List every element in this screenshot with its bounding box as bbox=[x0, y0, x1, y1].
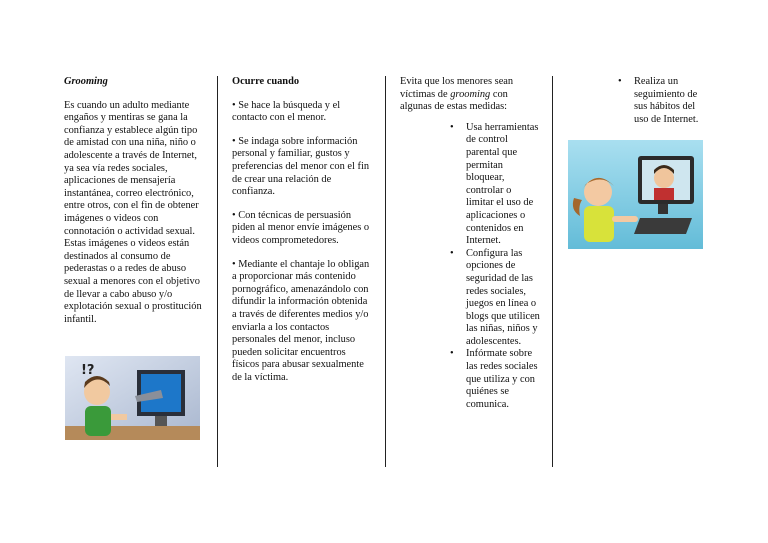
column-grooming bbox=[64, 76, 202, 337]
column-seguimiento bbox=[568, 76, 708, 126]
exclamation-question-icon: !? bbox=[81, 363, 95, 378]
column-medidas bbox=[400, 76, 542, 411]
medidas-intro: Evita que los menores sean víctimas de grooming con algunas de estas medidas: bbox=[400, 76, 514, 113]
girl-computer-illustration bbox=[568, 140, 703, 249]
grooming-emphasis: grooming bbox=[450, 88, 491, 100]
column-ocurre-cuando bbox=[232, 76, 370, 395]
medidas-list bbox=[466, 122, 540, 412]
ocurre-item-2: • Se indaga sobre información personal y familiar, gustos y preferencias del menor con el fin de crear una relación de confianza. bbox=[232, 135, 370, 198]
ocurre-item-4: • Mediante el chantaje lo obligan a proporcionar más contenido pornográfico, amenazándolo con difundir la información obtenida a través de diferentes medios y/o enviarla a los contactos personales del menor, incluso pueden solicitar encuentros físicos para abusar sexualmente de la víctima. bbox=[232, 258, 370, 383]
medida-item-2: • Configura las opciones de seguridad de las redes sociales, juegos en línea o blogs que utilicen las niñas, niños y adolescentes. bbox=[466, 248, 540, 349]
ocurre-item-3: • Con técnicas de persuasión piden al menor envíe imágenes o videos comprometedores. bbox=[232, 209, 370, 246]
column-divider-3 bbox=[552, 76, 553, 467]
ocurre-item-1: • Se hace la búsqueda y el contacto con el menor. bbox=[232, 99, 341, 124]
seguimiento-list bbox=[634, 76, 708, 126]
grooming-title: Grooming bbox=[64, 76, 108, 87]
column-divider-1 bbox=[217, 76, 218, 467]
boy-computer-illustration bbox=[65, 356, 200, 440]
medida-item-3: • Infórmate sobre las redes sociales que utiliza y con quiénes se comunica. bbox=[466, 348, 540, 411]
seguimiento-item-1: • Realiza un seguimiento de sus hábitos del uso de Internet. bbox=[634, 76, 708, 126]
column-divider-2 bbox=[385, 76, 386, 467]
grooming-definition: Es cuando un adulto mediante engaños y mentiras se gana la confianza y establece algún tipo de amistad con una niña, niño o adolescente a través de Internet, ya sea vía redes sociales, aplicaciones de mensajería instantánea, correo electrónico, entre otros, con el fin de obtener imágenes o videos con connotación o actividad sexual. Estas imágenes o videos están destinados al consumo de pederastas o a redes de abuso sexual a menores con el objetivo de llevar a cabo abuso y/o explotación sexual o prostitución infantil. bbox=[64, 99, 202, 325]
medida-item-1: • Usa herramientas de control parental que permitan bloquear, controlar o limitar el uso de aplicaciones o contenidos en Internet. bbox=[466, 122, 540, 248]
ocurre-cuando-title: Ocurre cuando bbox=[232, 76, 300, 87]
